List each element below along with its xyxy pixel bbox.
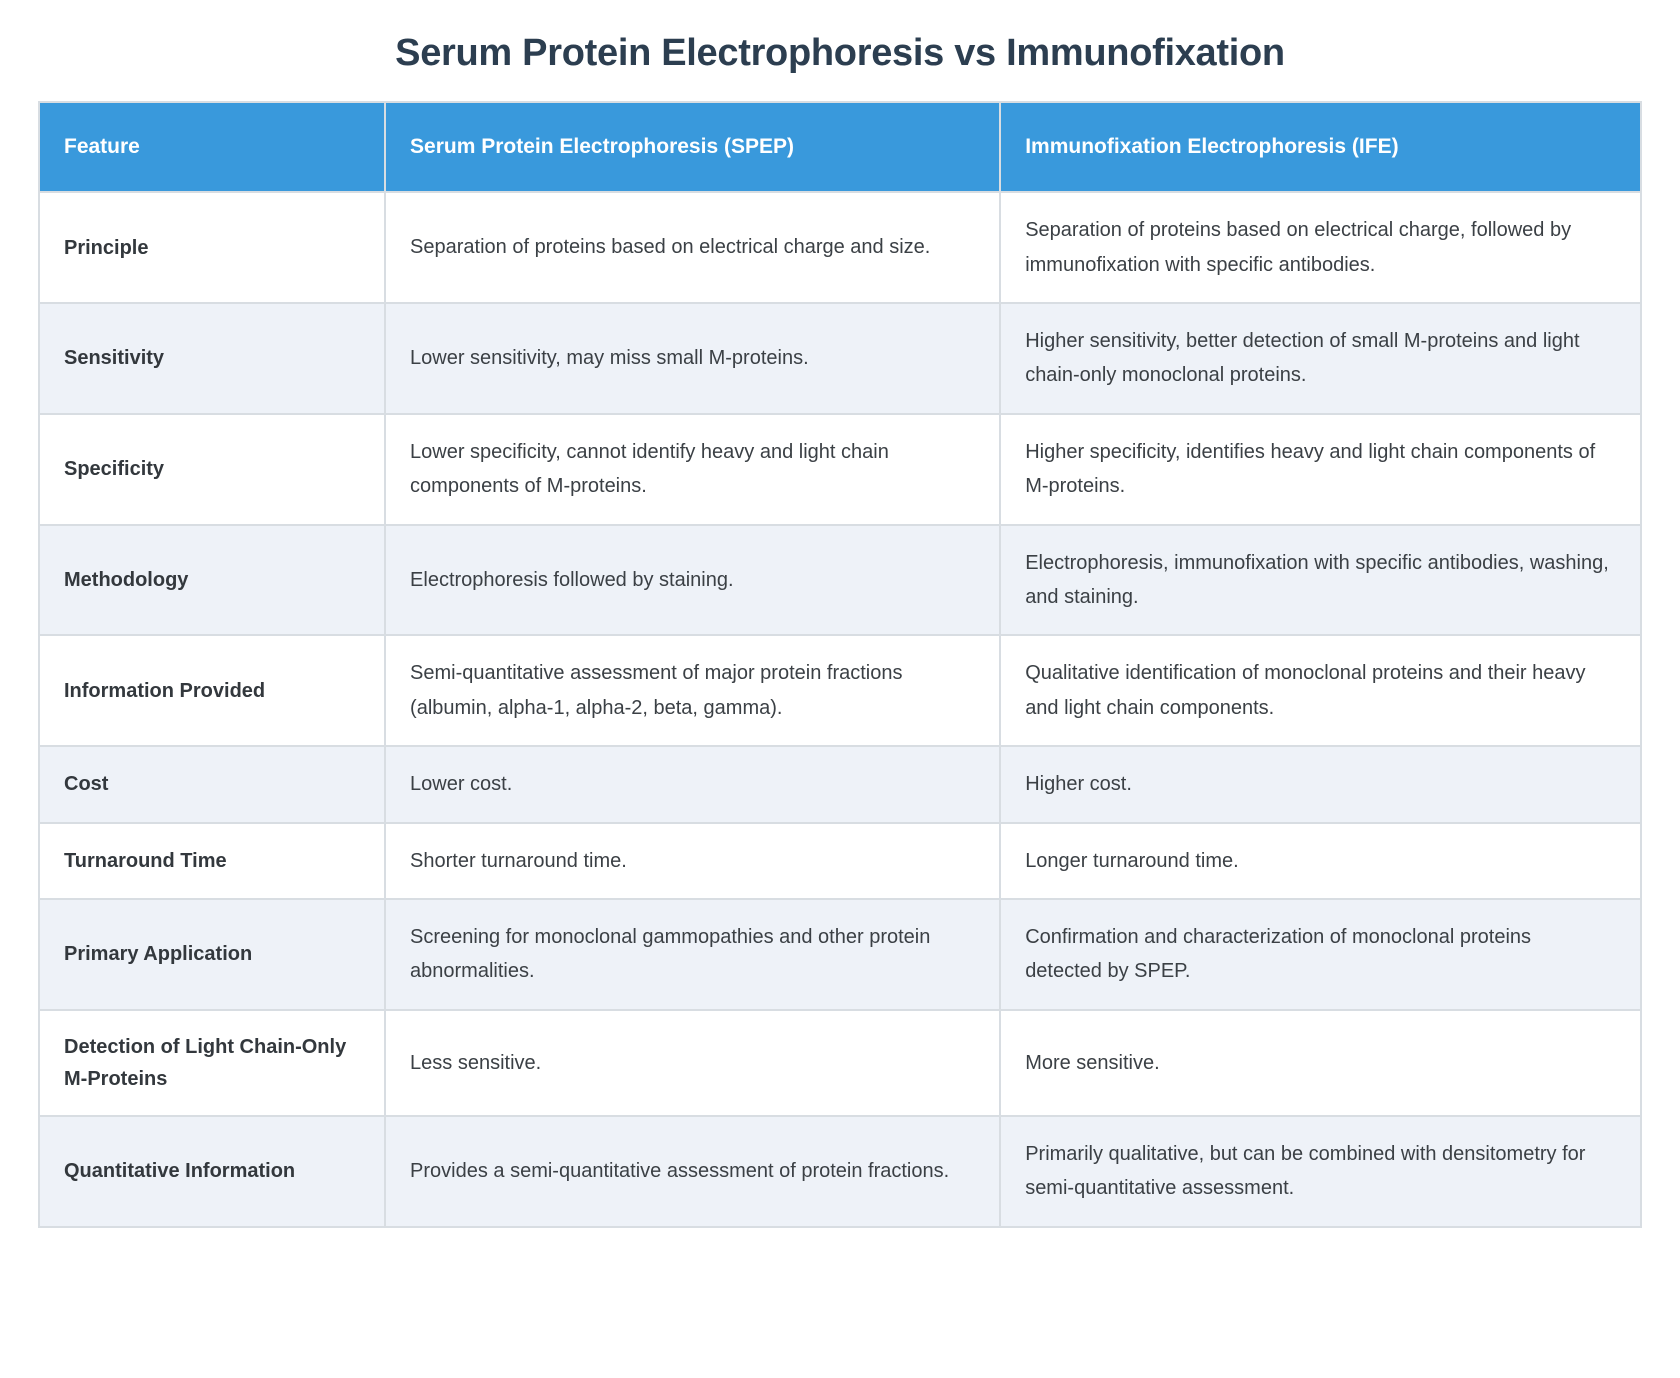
spep-cell: Lower specificity, cannot identify heavy and light chain components of M-proteins. <box>385 414 1000 525</box>
ife-cell: Longer turnaround time. <box>1000 823 1641 899</box>
table-row-information-provided <box>39 635 1641 746</box>
spep-cell: Shorter turnaround time. <box>385 823 1000 899</box>
ife-cell: Confirmation and characterization of monoclonal proteins detected by SPEP. <box>1000 899 1641 1010</box>
feature-cell: Cost <box>39 746 385 822</box>
feature-cell: Methodology <box>39 525 385 636</box>
feature-cell: Information Provided <box>39 635 385 746</box>
table-row-specificity <box>39 414 1641 525</box>
table-row-sensitivity <box>39 303 1641 414</box>
spep-cell: Lower sensitivity, may miss small M-proteins. <box>385 303 1000 414</box>
comparison-table <box>38 101 1642 1228</box>
table-row-quantitative-information <box>39 1116 1641 1227</box>
column-header-ife: Immunofixation Electrophoresis (IFE) <box>1000 102 1641 192</box>
ife-cell: Qualitative identification of monoclonal proteins and their heavy and light chain components. <box>1000 635 1641 746</box>
table-row-principle <box>39 192 1641 303</box>
table-row-methodology <box>39 525 1641 636</box>
ife-cell: Higher specificity, identifies heavy and light chain components of M-proteins. <box>1000 414 1641 525</box>
feature-cell: Primary Application <box>39 899 385 1010</box>
spep-cell: Lower cost. <box>385 746 1000 822</box>
table-row-detection-light-chain <box>39 1010 1641 1116</box>
ife-cell: Higher cost. <box>1000 746 1641 822</box>
page-title: Serum Protein Electrophoresis vs Immunofixation <box>395 32 1285 74</box>
feature-cell: Sensitivity <box>39 303 385 414</box>
spep-cell: Electrophoresis followed by staining. <box>385 525 1000 636</box>
table-row-primary-application <box>39 899 1641 1010</box>
spep-cell: Screening for monoclonal gammopathies and other protein abnormalities. <box>385 899 1000 1010</box>
table-header <box>39 102 1641 192</box>
table-body <box>39 192 1641 1226</box>
ife-cell: Primarily qualitative, but can be combined with densitometry for semi-quantitative assessment. <box>1000 1116 1641 1227</box>
ife-cell: More sensitive. <box>1000 1010 1641 1116</box>
column-header-feature: Feature <box>39 102 385 192</box>
spep-cell: Semi-quantitative assessment of major protein fractions (albumin, alpha-1, alpha-2, beta, gamma). <box>385 635 1000 746</box>
column-header-spep: Serum Protein Electrophoresis (SPEP) <box>385 102 1000 192</box>
feature-cell: Quantitative Information <box>39 1116 385 1227</box>
feature-cell: Specificity <box>39 414 385 525</box>
spep-cell: Separation of proteins based on electrical charge and size. <box>385 192 1000 303</box>
feature-cell: Turnaround Time <box>39 823 385 899</box>
spep-cell: Less sensitive. <box>385 1010 1000 1116</box>
table-row-turnaround-time <box>39 823 1641 899</box>
ife-cell: Higher sensitivity, better detection of small M-proteins and light chain-only monoclonal proteins. <box>1000 303 1641 414</box>
table-row-cost <box>39 746 1641 822</box>
feature-cell: Principle <box>39 192 385 303</box>
ife-cell: Electrophoresis, immunofixation with specific antibodies, washing, and staining. <box>1000 525 1641 636</box>
spep-cell: Provides a semi-quantitative assessment of protein fractions. <box>385 1116 1000 1227</box>
header-row <box>39 102 1641 192</box>
feature-cell: Detection of Light Chain-Only M-Proteins <box>39 1010 385 1116</box>
ife-cell: Separation of proteins based on electrical charge, followed by immunofixation with specific antibodies. <box>1000 192 1641 303</box>
